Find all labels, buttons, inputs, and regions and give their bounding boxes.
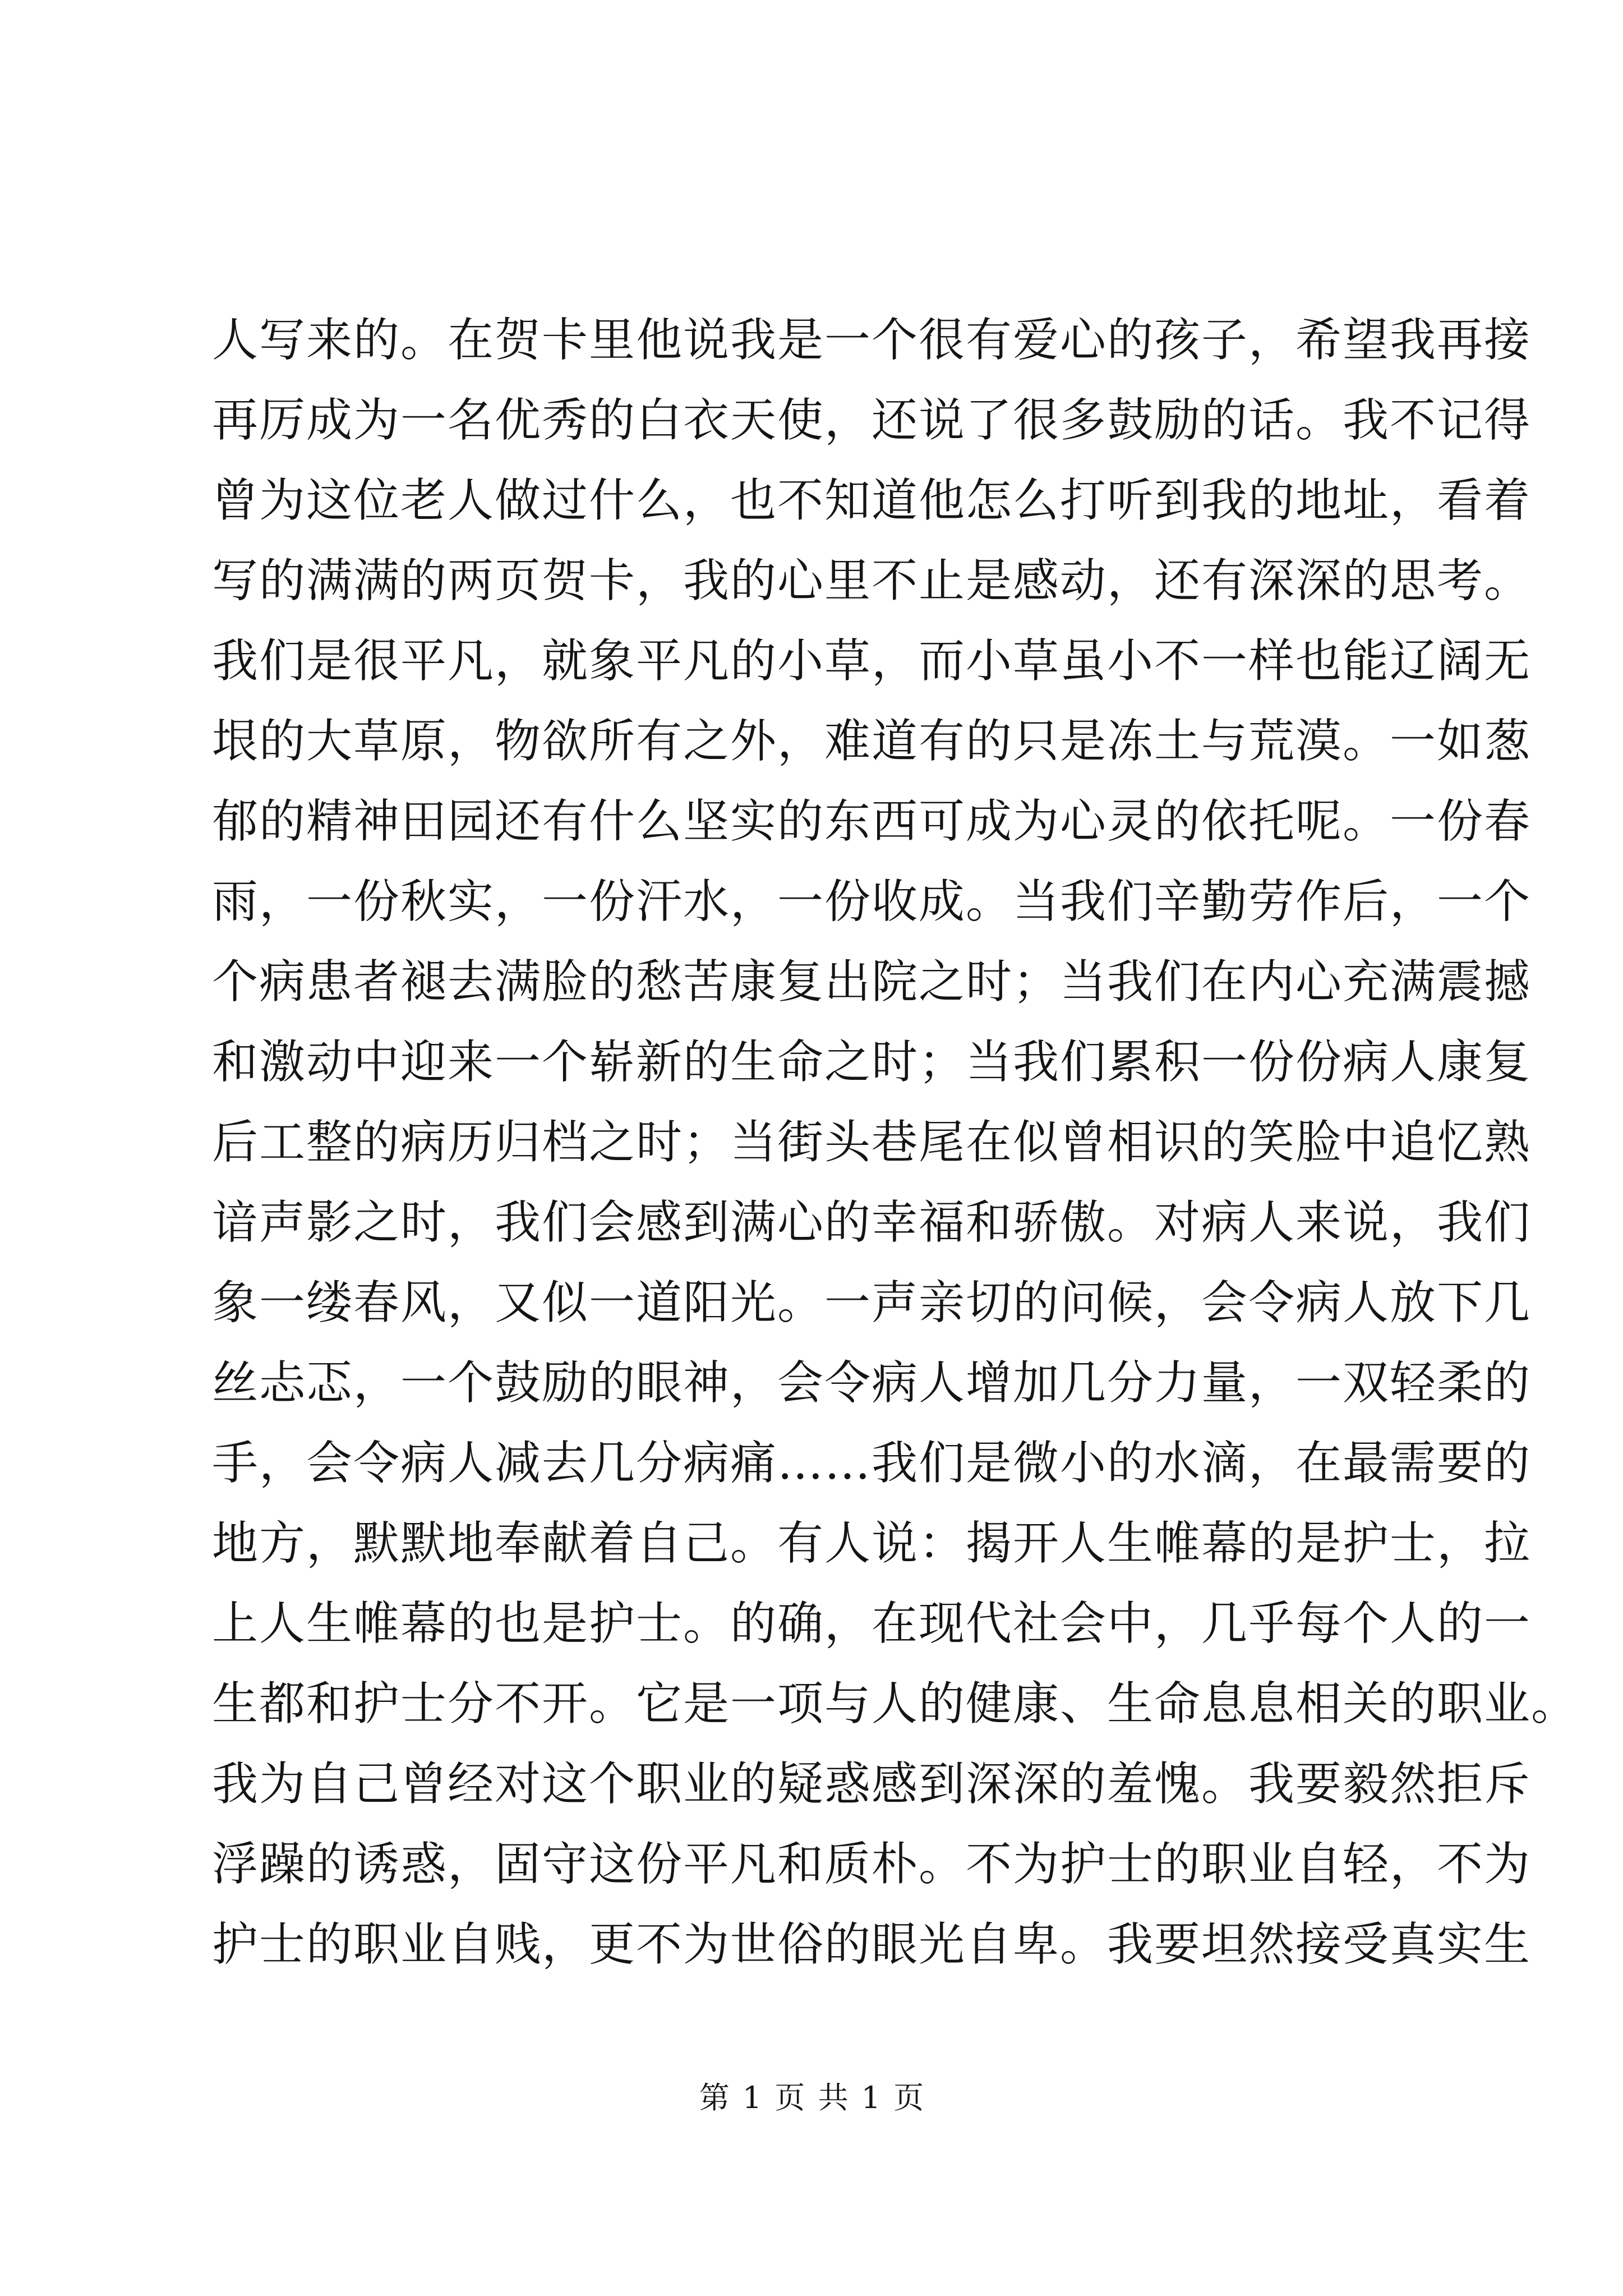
- text-line-3: 曾为这位老人做过什么，也不知道他怎么打听到我的地址，看着: [212, 474, 1532, 527]
- text-line-16: 地方，默默地奉献着自己。有人说：揭开人生帷幕的是护士，拉: [212, 1517, 1532, 1570]
- text-line-13: 象一缕春风，又似一道阳光。一声亲切的问候，会令病人放下几: [212, 1276, 1532, 1329]
- text-line-15: 手，会令病人减去几分病痛……我们是微小的水滴，在最需要的: [212, 1437, 1532, 1490]
- text-line-12: 谙声影之时，我们会感到满心的幸福和骄傲。对病人来说，我们: [212, 1196, 1532, 1249]
- text-line-17: 上人生帷幕的也是护士。的确，在现代社会中，几乎每个人的一: [212, 1597, 1532, 1650]
- text-line-20: 浮躁的诱惑，固守这份平凡和质朴。不为护士的职业自轻，不为: [212, 1838, 1532, 1891]
- text-line-7: 郁的精神田园还有什么坚实的东西可成为心灵的依托呢。一份春: [212, 795, 1532, 848]
- text-line-9: 个病患者褪去满脸的愁苦康复出院之时；当我们在内心充满震撼: [212, 955, 1532, 1009]
- page-number-label: 第 1 页 共 1 页: [699, 2080, 924, 2115]
- text-line-6: 垠的大草原，物欲所有之外，难道有的只是冻土与荒漠。一如葱: [212, 715, 1532, 768]
- text-line-5: 我们是很平凡，就象平凡的小草，而小草虽小不一样也能辽阔无: [212, 634, 1532, 688]
- text-line-4: 写的满满的两页贺卡，我的心里不止是感动，还有深深的思考。: [212, 554, 1532, 608]
- text-line-14: 丝忐忑，一个鼓励的眼神，会令病人增加几分力量，一双轻柔的: [212, 1356, 1532, 1410]
- text-line-19: 我为自己曾经对这个职业的疑惑感到深深的羞愧。我要毅然拒斥: [212, 1757, 1532, 1811]
- text-line-11: 后工整的病历归档之时；当街头巷尾在似曾相识的笑脸中追忆熟: [212, 1116, 1532, 1169]
- page-footer: [0, 2078, 1623, 2118]
- text-line-2: 再厉成为一名优秀的白衣天使，还说了很多鼓励的话。我不记得: [212, 394, 1532, 447]
- text-line-21: 护士的职业自贱，更不为世俗的眼光自卑。我要坦然接受真实生: [212, 1918, 1532, 1971]
- text-line-10: 和激动中迎来一个崭新的生命之时；当我们累积一份份病人康复: [212, 1036, 1532, 1089]
- body-text: [212, 300, 1579, 1985]
- text-line-1: 人写来的。在贺卡里他说我是一个很有爱心的孩子，希望我再接: [212, 314, 1532, 367]
- text-line-18: 生都和护士分不开。它是一项与人的健康、生命息息相关的职业。: [212, 1677, 1579, 1731]
- text-line-8: 雨，一份秋实，一份汗水，一份收成。当我们辛勤劳作后，一个: [212, 875, 1532, 928]
